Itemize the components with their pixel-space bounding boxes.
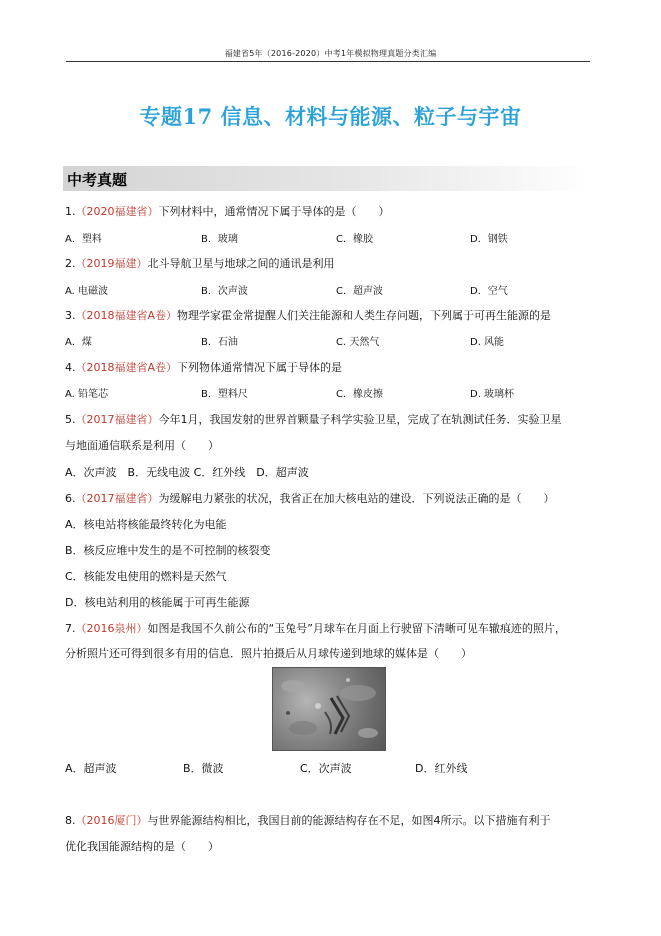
question-source: （2019福建）	[75, 257, 148, 270]
question-stem: 今年1月，我国发射的世界首颗量子科学实验卫星，完成了在轨测试任务．实验卫星	[158, 413, 562, 426]
option-d: D．钢铁	[470, 234, 508, 245]
section-band	[63, 166, 591, 191]
question-source: （2017福建省）	[75, 492, 159, 505]
option-a: A．超声波	[65, 762, 117, 775]
option-a: A. 电磁波	[65, 286, 109, 297]
question-source: （2016泉州）	[75, 622, 148, 635]
question-stem: 下列材料中，通常情况下属于导体的是（ ）	[158, 205, 390, 218]
question-4	[65, 359, 342, 375]
moon-rover-photo	[272, 667, 386, 751]
moon-rover-photo-icon	[273, 668, 385, 750]
question-number: 2.	[65, 257, 76, 270]
question-number: 4.	[65, 361, 76, 374]
question-5-options: A．次声波 B．无线电波 C．红外线 D．超声波	[65, 466, 309, 479]
option-c: C．核能发电使用的燃料是天然气	[65, 570, 227, 583]
option-d: D．空气	[470, 286, 508, 297]
option-b: B．微波	[183, 762, 224, 775]
question-source: （2016厦门）	[75, 814, 148, 827]
option-b: B．核反应堆中发生的是不可控制的核裂变	[65, 544, 271, 557]
section-title: 中考真题	[67, 171, 128, 189]
option-a: A．煤	[65, 337, 92, 348]
question-8	[65, 812, 551, 828]
option-a: A．核电站将核能最终转化为电能	[65, 518, 227, 531]
question-number: 5.	[65, 413, 76, 426]
question-stem: 如图是我国不久前公布的“玉兔号”月球车在月面上行驶留下清晰可见车辙痕迹的照片，	[147, 622, 566, 635]
option-b: B．次声波	[201, 286, 248, 297]
question-source: （2018福建省A卷）	[75, 361, 178, 374]
question-source: （2017福建省）	[75, 413, 159, 426]
question-7-stem-continued: 分析照片还可得到很多有用的信息．照片拍摄后从月球传递到地球的媒体是（ ）	[65, 647, 472, 660]
question-number: 8.	[65, 814, 76, 827]
option-b: B．塑料尺	[201, 389, 248, 400]
question-7	[65, 620, 566, 636]
option-c: C．超声波	[336, 286, 383, 297]
question-8-stem-continued: 优化我国能源结构的是（ ）	[65, 840, 219, 853]
option-d: D. 风能	[470, 337, 505, 348]
option-c: C．橡皮擦	[336, 389, 383, 400]
question-stem: 为缓解电力紧张的状况，我省正在加大核电站的建设．下列说法正确的是（ ）	[158, 492, 555, 505]
question-stem: 物理学家霍金常提醒人们关注能源和人类生存问题，下列属于可再生能源的是	[177, 309, 552, 322]
page-title: 专题17 信息、材料与能源、粒子与宇宙	[139, 104, 522, 129]
option-d: D. 玻璃杯	[470, 389, 515, 400]
question-number: 3.	[65, 309, 76, 322]
question-source: （2018福建省A卷）	[75, 309, 178, 322]
question-3	[65, 307, 551, 323]
option-a: A. 铅笔芯	[65, 389, 109, 400]
question-source: （2020福建省）	[75, 205, 159, 218]
option-c: C. 天然气	[336, 337, 380, 348]
question-1	[65, 203, 390, 219]
option-b: B．石油	[201, 337, 238, 348]
option-d: D．红外线	[415, 762, 468, 775]
question-5-stem-continued: 与地面通信联系是利用（ ）	[65, 439, 219, 452]
page-header: 福建省5年（2016-2020）中考1年模拟物理真题分类汇编	[224, 49, 437, 58]
question-number: 1.	[65, 205, 76, 218]
question-number: 7.	[65, 622, 76, 635]
question-stem: 下列物体通常情况下属于导体的是	[177, 361, 343, 374]
option-c: C．次声波	[300, 762, 352, 775]
option-d: D．核电站利用的核能属于可再生能源	[65, 596, 250, 609]
question-5	[65, 411, 562, 427]
option-a: A．塑料	[65, 234, 102, 245]
question-stem: 北斗导航卫星与地球之间的通讯是利用	[147, 257, 335, 270]
question-number: 6.	[65, 492, 76, 505]
option-b: B．玻璃	[201, 234, 238, 245]
question-2	[65, 255, 335, 271]
question-6	[65, 490, 555, 506]
header-rule	[66, 61, 590, 62]
option-c: C．橡胶	[336, 234, 373, 245]
question-stem: 与世界能源结构相比，我国目前的能源结构存在不足，如图4所示。以下措施有利于	[147, 814, 551, 827]
